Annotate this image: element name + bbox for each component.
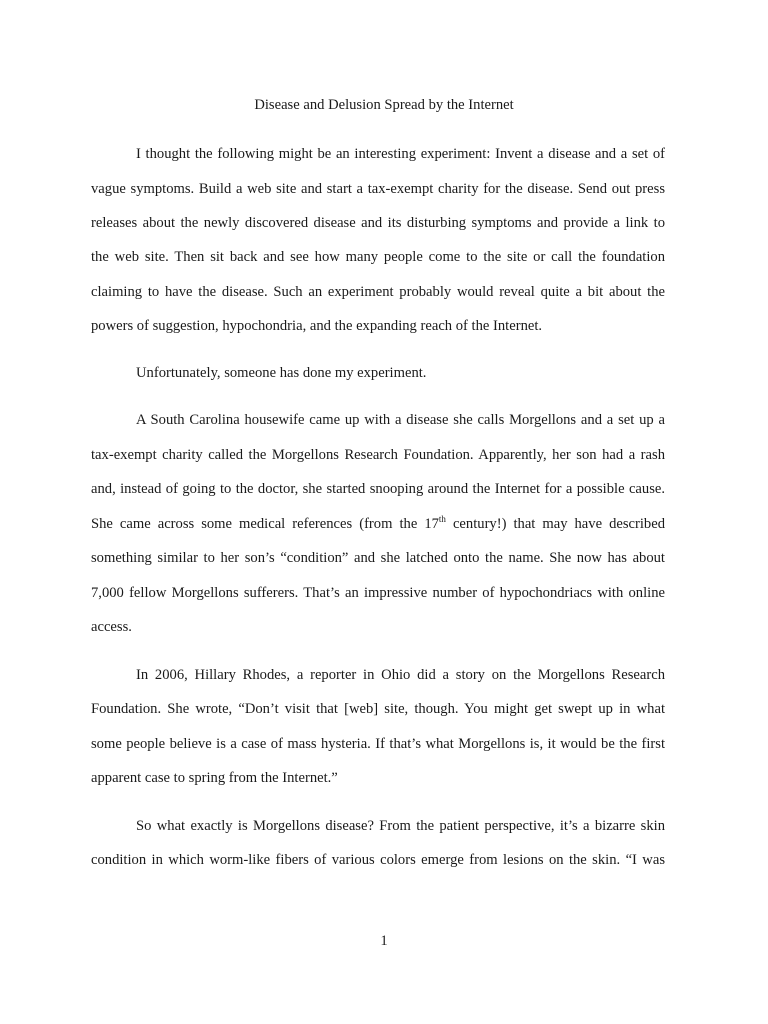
paragraph-3-line-7: access. bbox=[91, 619, 132, 635]
paragraph-4-line-4: apparent case to spring from the Internet.” bbox=[91, 770, 338, 786]
paragraph-1-line-3: releases about the newly discovered disease and its disturbing symptoms and provide a link to bbox=[91, 215, 665, 231]
paragraph-4-line-3: some people believe is a case of mass hysteria. If that’s what Morgellons is, it would be the first bbox=[91, 736, 665, 752]
paragraph-1-line-4: the web site. Then sit back and see how many people come to the site or call the foundation bbox=[91, 249, 665, 265]
document-title: Disease and Delusion Spread by the Internet bbox=[254, 97, 514, 113]
paragraph-3-line-2: tax-exempt charity called the Morgellons Research Foundation. Apparently, her son had a rash bbox=[91, 447, 665, 463]
ordinal-superscript: th bbox=[438, 514, 446, 524]
paragraph-3-line-4-after: century!) that may have described bbox=[445, 516, 666, 532]
paragraph-5-line-1: So what exactly is Morgellons disease? From the patient perspective, it’s a bizarre skin bbox=[136, 818, 665, 834]
paragraph-4-line-2: Foundation. She wrote, “Don’t visit that [web] site, though. You might get swept up in what bbox=[91, 701, 665, 717]
paragraph-3-line-5: something similar to her son’s “condition” and she latched onto the name. She now has about bbox=[91, 550, 665, 566]
paragraph-3-line-4-before: She came across some medical references (from the 17 bbox=[91, 516, 439, 532]
page-number: 1 bbox=[380, 933, 388, 949]
paragraph-1-line-2: vague symptoms. Build a web site and start a tax-exempt charity for the disease. Send out press bbox=[91, 181, 665, 197]
paragraph-2-line-1: Unfortunately, someone has done my experiment. bbox=[136, 365, 427, 381]
paragraph-1-line-6: powers of suggestion, hypochondria, and the expanding reach of the Internet. bbox=[91, 318, 543, 334]
paragraph-3-line-1: A South Carolina housewife came up with a disease she calls Morgellons and a set up a bbox=[136, 412, 665, 428]
paragraph-3-line-6: 7,000 fellow Morgellons sufferers. That’s an impressive number of hypochondriacs with online bbox=[91, 585, 665, 601]
paragraph-1-line-5: claiming to have the disease. Such an experiment probably would reveal quite a bit about the bbox=[91, 284, 665, 300]
paragraph-3-line-4 bbox=[91, 514, 665, 534]
paragraph-1-line-1: I thought the following might be an interesting experiment: Invent a disease and a set of bbox=[136, 146, 665, 162]
paragraph-5-line-2: condition in which worm-like fibers of various colors emerge from lesions on the skin. “I was bbox=[91, 852, 665, 868]
paragraph-3-line-3: and, instead of going to the doctor, she started snooping around the Internet for a possible cause. bbox=[91, 481, 665, 497]
paragraph-4-line-1: In 2006, Hillary Rhodes, a reporter in Ohio did a story on the Morgellons Research bbox=[136, 667, 665, 683]
